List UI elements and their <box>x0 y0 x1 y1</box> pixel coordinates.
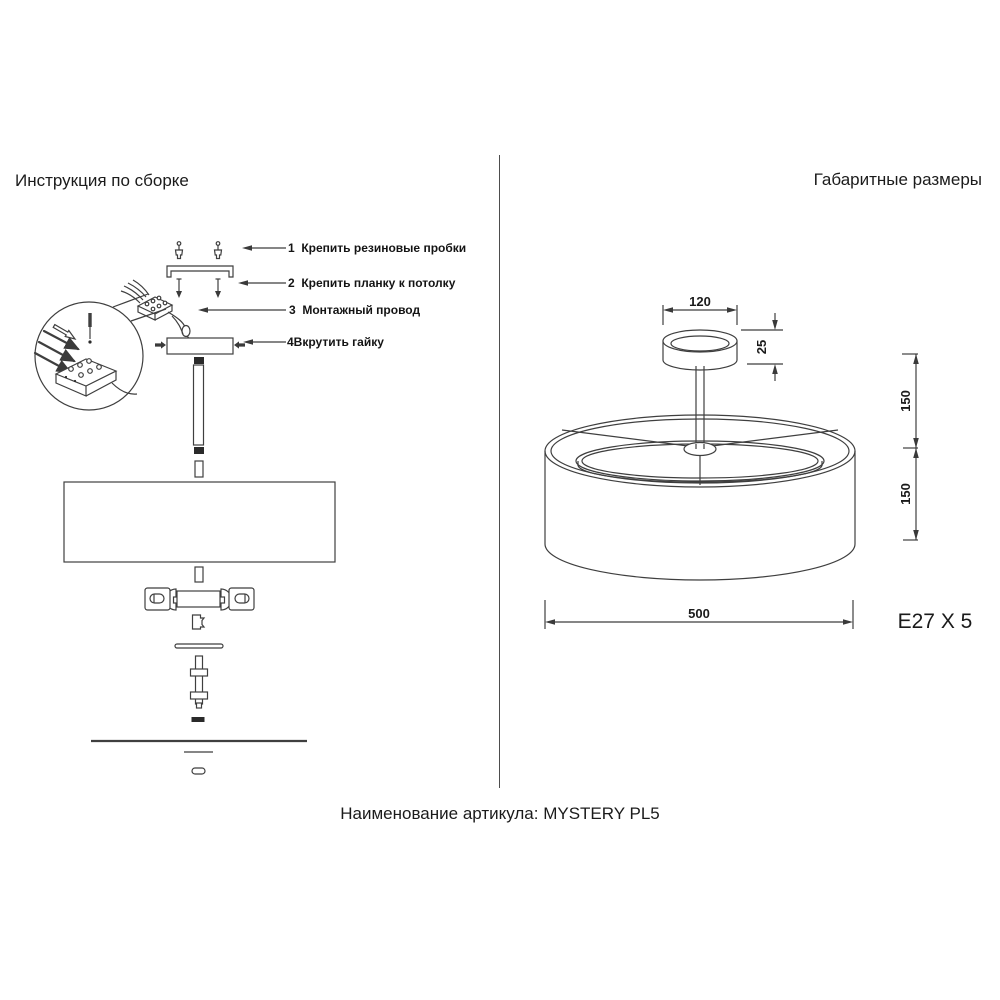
dim-label-120: 120 <box>689 294 711 309</box>
lamp-socket-icon <box>229 588 254 610</box>
bracket-screws <box>176 279 221 298</box>
callout-label-2: 2 Крепить планку к потолку <box>288 276 456 290</box>
dim-cap-width <box>663 294 737 325</box>
clip-piece <box>193 615 205 629</box>
callout-label-1: 1 Крепить резиновые пробки <box>288 241 467 255</box>
shade-connector <box>195 567 203 582</box>
side-screw-icon <box>155 341 166 348</box>
assembly-exploded-drawing <box>0 230 500 790</box>
dim-cap-height <box>741 313 783 381</box>
dim-label-150-upper: 150 <box>898 390 913 412</box>
ceiling-bracket <box>167 266 233 277</box>
callout-arrow-3 <box>198 307 286 313</box>
stud-assembly <box>175 644 223 722</box>
bottom-oval-part <box>192 768 205 774</box>
wiring-detail-circle <box>35 294 166 410</box>
rubber-plug-icon <box>215 242 222 259</box>
socket-assembly <box>145 588 254 629</box>
stem-rod <box>696 366 704 446</box>
screw-icon <box>215 279 221 298</box>
ceiling-cap <box>663 330 737 370</box>
right-panel-title: Габаритные размеры <box>813 170 982 189</box>
callout-arrow-4 <box>243 339 286 345</box>
dim-label-500: 500 <box>688 606 710 621</box>
callout-label-4: 4Вкрутить гайку <box>287 335 384 349</box>
dim-heights <box>898 354 919 540</box>
callout-arrow-2 <box>238 280 286 286</box>
rubber-plugs <box>176 242 222 259</box>
lamp-socket-icon <box>145 588 170 610</box>
side-screw-icon <box>234 341 245 348</box>
dim-label-25: 25 <box>754 339 769 355</box>
washer-disc <box>175 644 223 648</box>
bulb-spec-label: E27 X 5 <box>897 610 973 633</box>
callout-arrow-1 <box>242 245 286 251</box>
hanger-rod <box>194 357 205 477</box>
mounting-plate <box>155 338 245 354</box>
dimension-drawing <box>500 290 1000 640</box>
dim-label-150-lower: 150 <box>898 483 913 505</box>
dim-diameter <box>545 600 853 629</box>
stem-hub <box>684 443 716 456</box>
rubber-plug-icon <box>176 242 183 259</box>
lamp-shade-box <box>64 482 335 562</box>
article-name: Наименование артикула: MYSTERY PL5 <box>340 804 660 823</box>
left-panel-title: Инструкция по сборке <box>15 171 189 190</box>
callout-arrows <box>198 245 286 345</box>
spacer-dash <box>192 717 205 722</box>
screw-icon <box>176 279 182 298</box>
callout-label-3: 3 Монтажный провод <box>289 303 421 317</box>
drum-shade <box>545 415 855 580</box>
